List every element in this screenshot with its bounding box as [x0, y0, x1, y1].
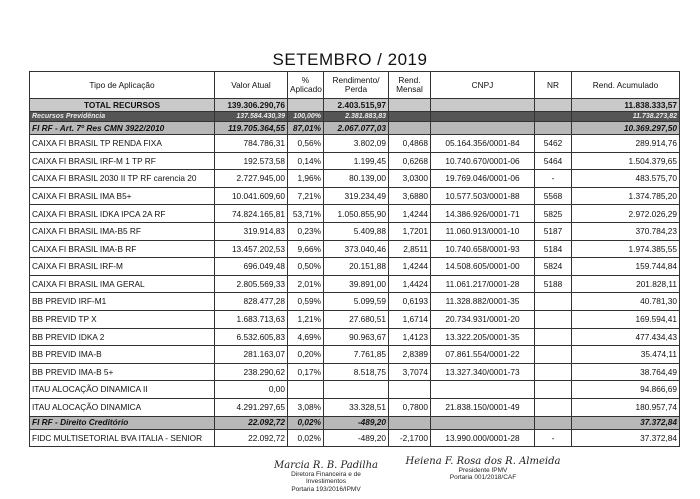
signature-block-president	[402, 456, 564, 482]
valor-cell: 74.824.165,81	[215, 205, 288, 223]
pct-cell: 0,20%	[288, 346, 324, 364]
fund-name-cell: CAIXA FI BRASIL 2030 II TP RF carencia 20	[30, 170, 215, 188]
fund-name-cell: ITAU ALOCAÇÃO DINAMICA II	[30, 381, 215, 399]
signature-name: Marcia R. B. Padilha	[274, 460, 378, 471]
table-row	[30, 152, 680, 170]
acum-cell: 40.781,30	[572, 293, 680, 311]
table-row	[30, 187, 680, 205]
cnpj-cell: 11.061.217/0001-28	[431, 275, 535, 293]
rend-cell: 8.518,75	[324, 363, 389, 381]
acum-cell: 37.372,84	[572, 416, 680, 429]
total-row	[30, 99, 680, 112]
pct-cell: 4,69%	[288, 328, 324, 346]
pct-cell: 2,01%	[288, 275, 324, 293]
table-row	[30, 275, 680, 293]
table-row	[30, 346, 680, 364]
mensal-cell	[389, 99, 431, 112]
header-cell: Rendimento/ Perda	[324, 72, 389, 99]
pct-cell: 0,02%	[288, 429, 324, 447]
cnpj-cell: 10.577.503/0001-88	[431, 187, 535, 205]
valor-cell: 319.914,83	[215, 222, 288, 240]
valor-cell: 0,00	[215, 381, 288, 399]
acum-cell: 370.784,23	[572, 222, 680, 240]
fund-name-cell: TOTAL RECURSOS	[30, 99, 215, 112]
nr-cell: 5568	[535, 187, 572, 205]
valor-cell: 6.532.605,83	[215, 328, 288, 346]
fund-name-cell: Recursos Previdência	[30, 112, 215, 122]
fund-name-cell: CAIXA FI BRASIL IMA-B RF	[30, 240, 215, 258]
rend-cell	[324, 381, 389, 399]
signature-role: Diretora Financeira e de	[291, 471, 361, 478]
signature-role: Investimentos	[305, 478, 347, 486]
acum-cell: 38.764,49	[572, 363, 680, 381]
acum-cell: 1.974.385,55	[572, 240, 680, 258]
signature-role: Portaria 193/2016/IPMV	[291, 485, 361, 493]
pct-cell: 3,08%	[288, 398, 324, 416]
nr-cell: 5462	[535, 135, 572, 153]
pct-cell	[288, 99, 324, 112]
nr-cell: -	[535, 170, 572, 188]
acum-cell: 483.575,70	[572, 170, 680, 188]
acum-cell: 1.374.785,20	[572, 187, 680, 205]
nr-cell	[535, 99, 572, 112]
acum-cell: 180.957,74	[572, 398, 680, 416]
pct-cell: 0,17%	[288, 363, 324, 381]
header-cell: NR	[535, 72, 572, 99]
fund-name-cell: FI RF - Direito Creditório	[30, 416, 215, 429]
acum-cell: 289.914,76	[572, 135, 680, 153]
nr-cell	[535, 310, 572, 328]
nr-cell: 5825	[535, 205, 572, 223]
table-row	[30, 381, 680, 399]
rend-cell: -489,20	[324, 429, 389, 447]
mensal-cell: 1,4244	[389, 205, 431, 223]
nr-cell	[535, 381, 572, 399]
rend-cell: 90.963,67	[324, 328, 389, 346]
pct-cell: 9,66%	[288, 240, 324, 258]
fund-name-cell: CAIXA FI BRASIL IMA B5+	[30, 187, 215, 205]
rend-cell: 33.328,51	[324, 398, 389, 416]
header-cell: Rend. Acumulado	[572, 72, 680, 99]
mensal-cell	[389, 381, 431, 399]
cnpj-cell: 13.322.205/0001-35	[431, 328, 535, 346]
cnpj-cell: 14.386.926/0001-71	[431, 205, 535, 223]
rend-cell: 373.040,46	[324, 240, 389, 258]
rend-cell: 20.151,88	[324, 258, 389, 276]
fund-name-cell: ITAU ALOCAÇÃO DINAMICA	[30, 398, 215, 416]
rend-cell: 1.050.855,90	[324, 205, 389, 223]
cnpj-cell: 11.328.882/0001-35	[431, 293, 535, 311]
valor-cell: 119.705.364,55	[215, 122, 288, 135]
nr-cell: 5188	[535, 275, 572, 293]
cnpj-cell: 13.327.340/0001-73	[431, 363, 535, 381]
acum-cell: 35.474,11	[572, 346, 680, 364]
nr-cell: 5184	[535, 240, 572, 258]
rend-cell: 5.099,59	[324, 293, 389, 311]
mensal-cell: 2,8511	[389, 240, 431, 258]
rend-cell: -489,20	[324, 416, 389, 429]
mensal-cell: 0,7800	[389, 398, 431, 416]
fund-name-cell: BB PREVID IMA-B 5+	[30, 363, 215, 381]
nr-cell	[535, 328, 572, 346]
table-row	[30, 258, 680, 276]
mensal-cell	[389, 122, 431, 135]
cnpj-cell: 07.861.554/0001-22	[431, 346, 535, 364]
cnpj-cell	[431, 122, 535, 135]
cnpj-cell: 11.060.913/0001-10	[431, 222, 535, 240]
valor-cell: 13.457.202,53	[215, 240, 288, 258]
nr-cell	[535, 363, 572, 381]
acum-cell: 201.828,11	[572, 275, 680, 293]
acum-cell: 11.738.273,82	[572, 112, 680, 122]
cnpj-cell: 21.838.150/0001-49	[431, 398, 535, 416]
page-title: SETEMBRO / 2019	[272, 50, 428, 69]
fund-name-cell: CAIXA FI BRASIL IRF-M 1 TP RF	[30, 152, 215, 170]
valor-cell: 2.805.569,33	[215, 275, 288, 293]
cnpj-cell: 13.990.000/0001-28	[431, 429, 535, 447]
pct-cell: 87,01%	[288, 122, 324, 135]
table-row	[30, 222, 680, 240]
mensal-cell	[389, 112, 431, 122]
acum-cell: 2.972.026,29	[572, 205, 680, 223]
cnpj-cell: 10.740.670/0001-06	[431, 152, 535, 170]
valor-cell: 192.573,58	[215, 152, 288, 170]
header-cell: Tipo de Aplicação	[30, 72, 215, 99]
mensal-cell: 3,6880	[389, 187, 431, 205]
pct-cell	[288, 381, 324, 399]
acum-cell: 37.372,84	[572, 429, 680, 447]
header-cell: % Aplicado	[288, 72, 324, 99]
valor-cell: 10.041.609,60	[215, 187, 288, 205]
table-row	[30, 170, 680, 188]
mensal-cell: 2,8389	[389, 346, 431, 364]
mensal-cell: 3,7074	[389, 363, 431, 381]
table-row	[30, 240, 680, 258]
nr-cell	[535, 293, 572, 311]
acum-cell: 94.866,69	[572, 381, 680, 399]
nr-cell	[535, 346, 572, 364]
table-row	[30, 135, 680, 153]
mensal-cell: 0,6268	[389, 152, 431, 170]
header-cell: Valor Atual	[215, 72, 288, 99]
rend-cell: 2.403.515,97	[324, 99, 389, 112]
acum-cell: 10.369.297,50	[572, 122, 680, 135]
previdencia-row	[30, 112, 680, 122]
group-row-fi-rf	[30, 122, 680, 135]
acum-cell: 169.594,41	[572, 310, 680, 328]
signature-name: Heiena F. Rosa dos R. Almeida	[405, 456, 561, 467]
nr-cell: 5464	[535, 152, 572, 170]
pct-cell: 0,02%	[288, 416, 324, 429]
rend-cell: 3.802,09	[324, 135, 389, 153]
rend-cell: 2.381.883,83	[324, 112, 389, 122]
rend-cell: 319.234,49	[324, 187, 389, 205]
pct-cell: 7,21%	[288, 187, 324, 205]
mensal-cell: 1,4244	[389, 258, 431, 276]
valor-cell: 784.786,31	[215, 135, 288, 153]
nr-cell: 5187	[535, 222, 572, 240]
acum-cell: 159.744,84	[572, 258, 680, 276]
table-row	[30, 363, 680, 381]
cnpj-cell: 19.769.046/0001-06	[431, 170, 535, 188]
rend-cell: 2.067.077,03	[324, 122, 389, 135]
rend-cell: 80.139,00	[324, 170, 389, 188]
mensal-cell: 1,6714	[389, 310, 431, 328]
nr-cell	[535, 398, 572, 416]
pct-cell: 53,71%	[288, 205, 324, 223]
cnpj-cell: 05.164.356/0001-84	[431, 135, 535, 153]
nr-cell: -	[535, 429, 572, 447]
nr-cell: 5824	[535, 258, 572, 276]
header-row	[30, 72, 680, 99]
valor-cell: 281.163,07	[215, 346, 288, 364]
fund-name-cell: CAIXA FI BRASIL IDKA IPCA 2A RF	[30, 205, 215, 223]
valor-cell: 137.584.430,39	[215, 112, 288, 122]
valor-cell: 238.290,62	[215, 363, 288, 381]
valor-cell: 2.727.945,00	[215, 170, 288, 188]
table-row	[30, 429, 680, 447]
table-row	[30, 205, 680, 223]
pct-cell: 0,14%	[288, 152, 324, 170]
mensal-cell: 0,4868	[389, 135, 431, 153]
fund-name-cell: BB PREVID IRF-M1	[30, 293, 215, 311]
valor-cell: 139.306.290,76	[215, 99, 288, 112]
mensal-cell: 1,4123	[389, 328, 431, 346]
pct-cell: 0,23%	[288, 222, 324, 240]
pct-cell: 100,00%	[288, 112, 324, 122]
cnpj-cell: 14.508.605/0001-00	[431, 258, 535, 276]
signature-role: Presidente IPMV	[458, 467, 508, 474]
pct-cell: 0,50%	[288, 258, 324, 276]
pct-cell: 1,96%	[288, 170, 324, 188]
table-row	[30, 293, 680, 311]
valor-cell: 22.092,72	[215, 416, 288, 429]
cnpj-cell	[431, 381, 535, 399]
valor-cell: 4.291.297,65	[215, 398, 288, 416]
valor-cell: 828.477,28	[215, 293, 288, 311]
fund-name-cell: BB PREVID IDKA 2	[30, 328, 215, 346]
mensal-cell: 0,6193	[389, 293, 431, 311]
rend-cell: 1.199,45	[324, 152, 389, 170]
signature-role: Portaria 001/2018/CAF	[449, 474, 517, 482]
fund-name-cell: BB PREVID TP X	[30, 310, 215, 328]
cnpj-cell: 10.740.658/0001-93	[431, 240, 535, 258]
fund-name-cell: CAIXA FI BRASIL TP RENDA FIXA	[30, 135, 215, 153]
acum-cell: 477.434,43	[572, 328, 680, 346]
group-row-direito-creditorio	[30, 416, 680, 429]
nr-cell	[535, 122, 572, 135]
fund-name-cell: FI RF - Art. 7º Res CMN 3922/2010	[30, 122, 215, 135]
mensal-cell: 1,4424	[389, 275, 431, 293]
cnpj-cell	[431, 416, 535, 429]
mensal-cell: 1,7201	[389, 222, 431, 240]
rend-cell: 27.680,51	[324, 310, 389, 328]
cnpj-cell	[431, 99, 535, 112]
mensal-cell: -2,1700	[389, 429, 431, 447]
valor-cell: 22.092,72	[215, 429, 288, 447]
pct-cell: 0,59%	[288, 293, 324, 311]
mensal-cell: 3,0300	[389, 170, 431, 188]
nr-cell	[535, 416, 572, 429]
table-row	[30, 310, 680, 328]
acum-cell: 1.504.379,65	[572, 152, 680, 170]
cnpj-cell	[431, 112, 535, 122]
rend-cell: 7.761,85	[324, 346, 389, 364]
valor-cell: 1.683.713,63	[215, 310, 288, 328]
fund-name-cell: CAIXA FI BRASIL IMA GERAL	[30, 275, 215, 293]
pct-cell: 1,21%	[288, 310, 324, 328]
signature-block-financial-director	[262, 460, 390, 493]
header-cell: Rend. Mensal	[389, 72, 431, 99]
mensal-cell	[389, 416, 431, 429]
pct-cell: 0,56%	[288, 135, 324, 153]
table-row	[30, 398, 680, 416]
nr-cell	[535, 112, 572, 122]
table-row	[30, 328, 680, 346]
valor-cell: 696.049,48	[215, 258, 288, 276]
investment-table	[29, 71, 680, 447]
cnpj-cell: 20.734.931/0001-20	[431, 310, 535, 328]
fund-name-cell: BB PREVID IMA-B	[30, 346, 215, 364]
rend-cell: 5.409,88	[324, 222, 389, 240]
acum-cell: 11.838.333,57	[572, 99, 680, 112]
fund-name-cell: CAIXA FI BRASIL IRF-M	[30, 258, 215, 276]
fund-name-cell: CAIXA FI BRASIL IMA-B5 RF	[30, 222, 215, 240]
header-cell: CNPJ	[431, 72, 535, 99]
fund-name-cell: FIDC MULTISETORIAL BVA ITALIA - SENIOR	[30, 429, 215, 447]
rend-cell: 39.891,00	[324, 275, 389, 293]
